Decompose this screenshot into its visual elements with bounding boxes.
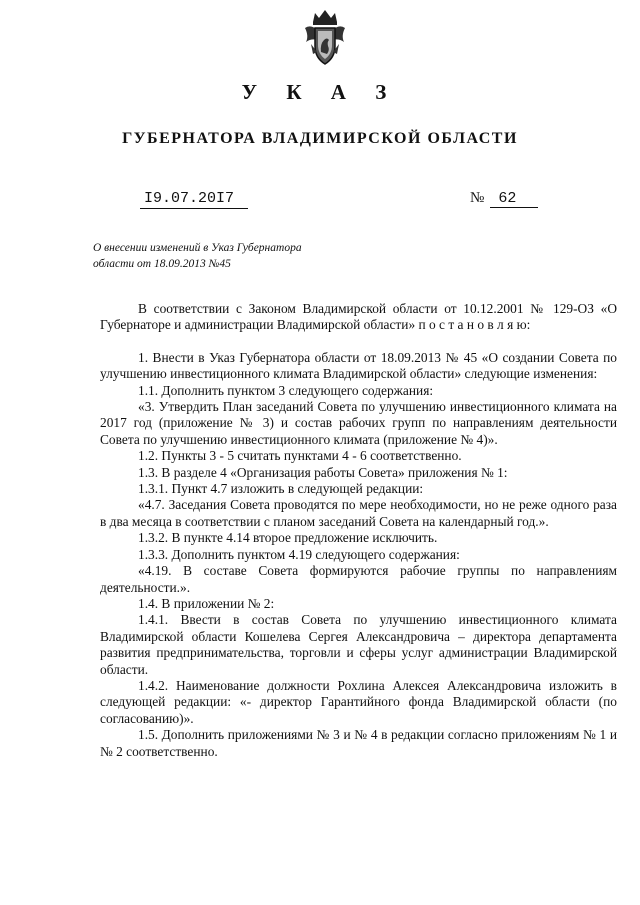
- body-paragraph: 1.4.1. Ввести в состав Совета по улучшению инвестиционного климата Владимирской области Кошелева Сергея Александровича – директора департамента развития предпринимательства, торговли и сферы услуг администрации Владимирской области.: [100, 612, 617, 677]
- body-paragraph: «4.7. Заседания Совета проводятся по мере необходимости, но не реже одного раза в два месяца в соответствии с планом заседаний Совета на календарный год.».: [100, 497, 617, 529]
- body-paragraph: 1.3.3. Дополнить пунктом 4.19 следующего содержания:: [138, 546, 460, 562]
- decree-number-block: [470, 190, 538, 208]
- body-paragraph: 1. Внести в Указ Губернатора области от 18.09.2013 № 45 «О создании Совета по улучшению инвестиционного климата Владимирской области» следующие изменения:: [100, 349, 617, 382]
- body-paragraph: «3. Утвердить План заседаний Совета по улучшению инвестиционного климата на 2017 год (приложение № 3) и состав рабочих групп по направлениям деятельности Совета по улучшению инвестиционного климата (приложение № 4)».: [100, 399, 617, 447]
- body-paragraph: 1.4.2. Наименование должности Рохлина Алексея Александровича изложить в следующей редакции: «- директор Гарантийного фонда Владимирской области (по согласованию)».: [100, 677, 617, 726]
- body-paragraph: 1.1. Дополнить пунктом 3 следующего содержания:: [138, 382, 434, 398]
- preamble-paragraph: В соответствии с Законом Владимирской области от 10.12.2001 № 129-ОЗ «О Губернаторе и администрации Владимирской области» п о с т а н о в л я ю:: [100, 301, 617, 333]
- body-paragraph: 1.4. В приложении № 2:: [138, 595, 275, 611]
- decree-body: [100, 301, 617, 760]
- subject-line: области от 18.09.2013 №45: [93, 258, 231, 270]
- body-paragraph: 1.3.1. Пункт 4.7 изложить в следующей редакции:: [138, 481, 424, 497]
- document-title: У К А З: [241, 80, 399, 104]
- decree-date: I9.07.20I7: [140, 190, 248, 209]
- number-sign: №: [470, 190, 485, 206]
- coat-of-arms-icon: [303, 8, 347, 68]
- body-paragraph: 1.2. Пункты 3 - 5 считать пунктами 4 - 6 соответственно.: [138, 448, 462, 464]
- body-paragraph: 1.3.2. В пункте 4.14 второе предложение исключить.: [138, 530, 438, 546]
- decree-number: 62: [490, 190, 538, 208]
- body-paragraph: «4.19. В составе Совета формируются рабочие группы по направлениям деятельности.».: [100, 563, 617, 595]
- body-paragraph: 1.3. В разделе 4 «Организация работы Совета» приложения № 1:: [138, 464, 508, 480]
- document-issuer: ГУБЕРНАТОРА ВЛАДИМИРСКОЙ ОБЛАСТИ: [122, 130, 518, 147]
- decree-subject: [93, 240, 393, 272]
- subject-line: О внесении изменений в Указ Губернатора: [93, 242, 302, 254]
- body-paragraph: 1.5. Дополнить приложениями № 3 и № 4 в редакции согласно приложениям № 1 и № 2 соответственно.: [100, 727, 617, 759]
